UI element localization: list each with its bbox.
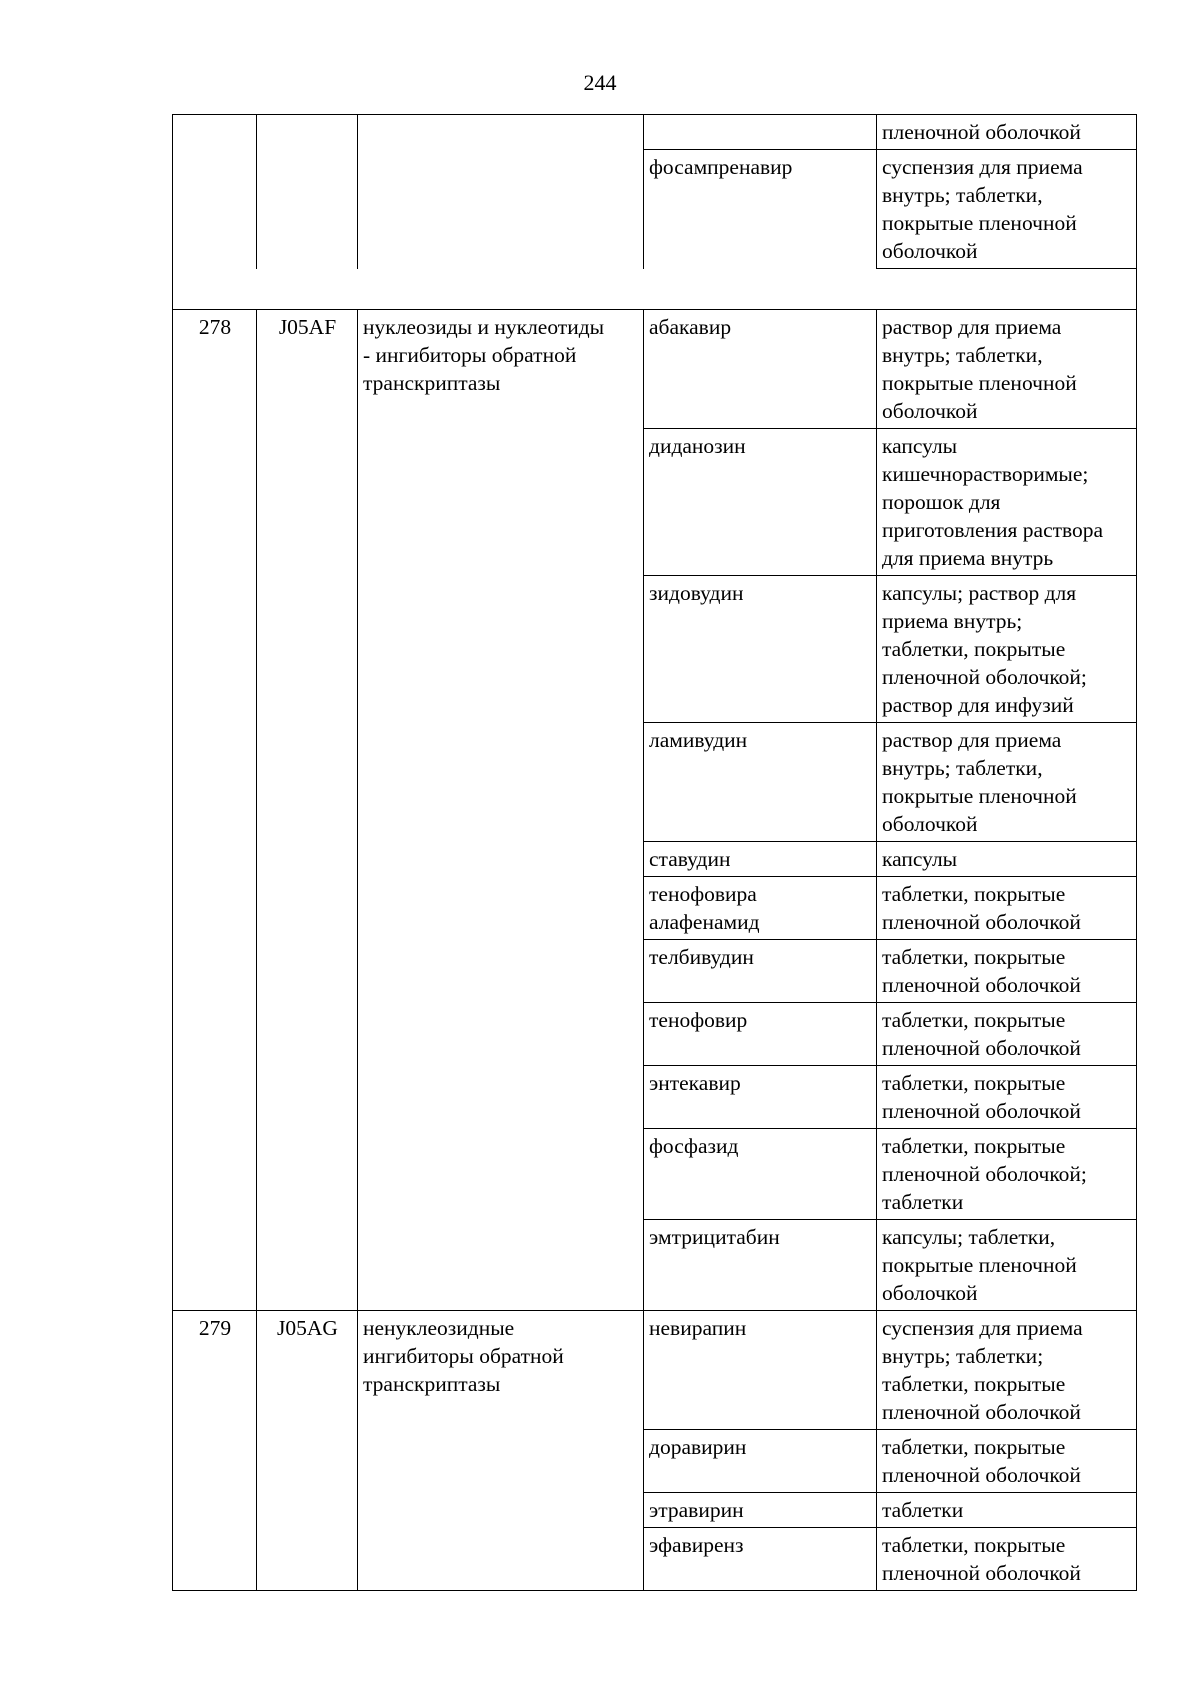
drug-name-cell: энтекавир <box>644 1066 877 1129</box>
cont-group-cell <box>358 115 644 269</box>
atc-code-cell: J05AF <box>257 310 358 1311</box>
dosage-form-cell: таблетки, покрытые пленочной оболочкой <box>877 1003 1137 1066</box>
dosage-form-cell: таблетки, покрытые пленочной оболочкой <box>877 1528 1137 1591</box>
dosage-form-cell: таблетки, покрытые пленочной оболочкой; таблетки <box>877 1129 1137 1220</box>
dosage-form-cell: суспензия для приема внутрь; таблетки; таблетки, покрытые пленочной оболочкой <box>877 1311 1137 1430</box>
group-number-cell: 279 <box>173 1311 257 1591</box>
group-number-cell: 278 <box>173 310 257 1311</box>
dosage-form-cell: таблетки, покрытые пленочной оболочкой <box>877 1430 1137 1493</box>
dosage-form-cell: таблетки, покрытые пленочной оболочкой <box>877 877 1137 940</box>
drug-name-cell: ламивудин <box>644 723 877 842</box>
cont-num-cell <box>173 115 257 269</box>
spacer-cell <box>173 269 1137 310</box>
group-name-cell: нуклеозиды и нуклеотиды - ингибиторы обратной транскриптазы <box>358 310 644 1311</box>
dosage-form-cell: капсулы; раствор для приема внутрь; таблетки, покрытые пленочной оболочкой; раствор для инфузий <box>877 576 1137 723</box>
dosage-form-cell: капсулы <box>877 842 1137 877</box>
drug-name-cell: телбивудин <box>644 940 877 1003</box>
cont-code-cell <box>257 115 358 269</box>
page-number: 244 <box>583 70 617 95</box>
drug-name-cell: зидовудин <box>644 576 877 723</box>
drug-name-cell: этравирин <box>644 1493 877 1528</box>
table-row <box>173 115 1137 150</box>
dosage-form-cell: таблетки, покрытые пленочной оболочкой <box>877 1066 1137 1129</box>
dosage-form-cell: раствор для приема внутрь; таблетки, покрытые пленочной оболочкой <box>877 723 1137 842</box>
spacer-row <box>173 269 1137 310</box>
drug-name-cell: абакавир <box>644 310 877 429</box>
dosage-form-cell: таблетки, покрытые пленочной оболочкой <box>877 940 1137 1003</box>
atc-code-cell: J05AG <box>257 1311 358 1591</box>
drug-name-cell <box>644 115 877 150</box>
drug-table-body <box>173 115 1137 1591</box>
drug-name-cell: невирапин <box>644 1311 877 1430</box>
drug-name-cell: тенофовира алафенамид <box>644 877 877 940</box>
group-name-cell: ненуклеозидные ингибиторы обратной транскриптазы <box>358 1311 644 1591</box>
drug-name-cell: ставудин <box>644 842 877 877</box>
drug-name-cell: эфавиренз <box>644 1528 877 1591</box>
table-row <box>173 310 1137 429</box>
dosage-form-cell: раствор для приема внутрь; таблетки, покрытые пленочной оболочкой <box>877 310 1137 429</box>
dosage-form-cell: суспензия для приема внутрь; таблетки, покрытые пленочной оболочкой <box>877 150 1137 269</box>
dosage-form-cell: капсулы кишечнорастворимые; порошок для приготовления раствора для приема внутрь <box>877 429 1137 576</box>
dosage-form-cell: таблетки <box>877 1493 1137 1528</box>
drug-name-cell: диданозин <box>644 429 877 576</box>
drug-name-cell: фосфазид <box>644 1129 877 1220</box>
dosage-form-cell: капсулы; таблетки, покрытые пленочной оболочкой <box>877 1220 1137 1311</box>
table-row <box>173 1311 1137 1430</box>
drug-name-cell: фосампренавир <box>644 150 877 269</box>
dosage-form-cell: пленочной оболочкой <box>877 115 1137 150</box>
drug-name-cell: эмтрицитабин <box>644 1220 877 1311</box>
drug-name-cell: доравирин <box>644 1430 877 1493</box>
drug-name-cell: тенофовир <box>644 1003 877 1066</box>
drug-table <box>172 114 1137 1591</box>
